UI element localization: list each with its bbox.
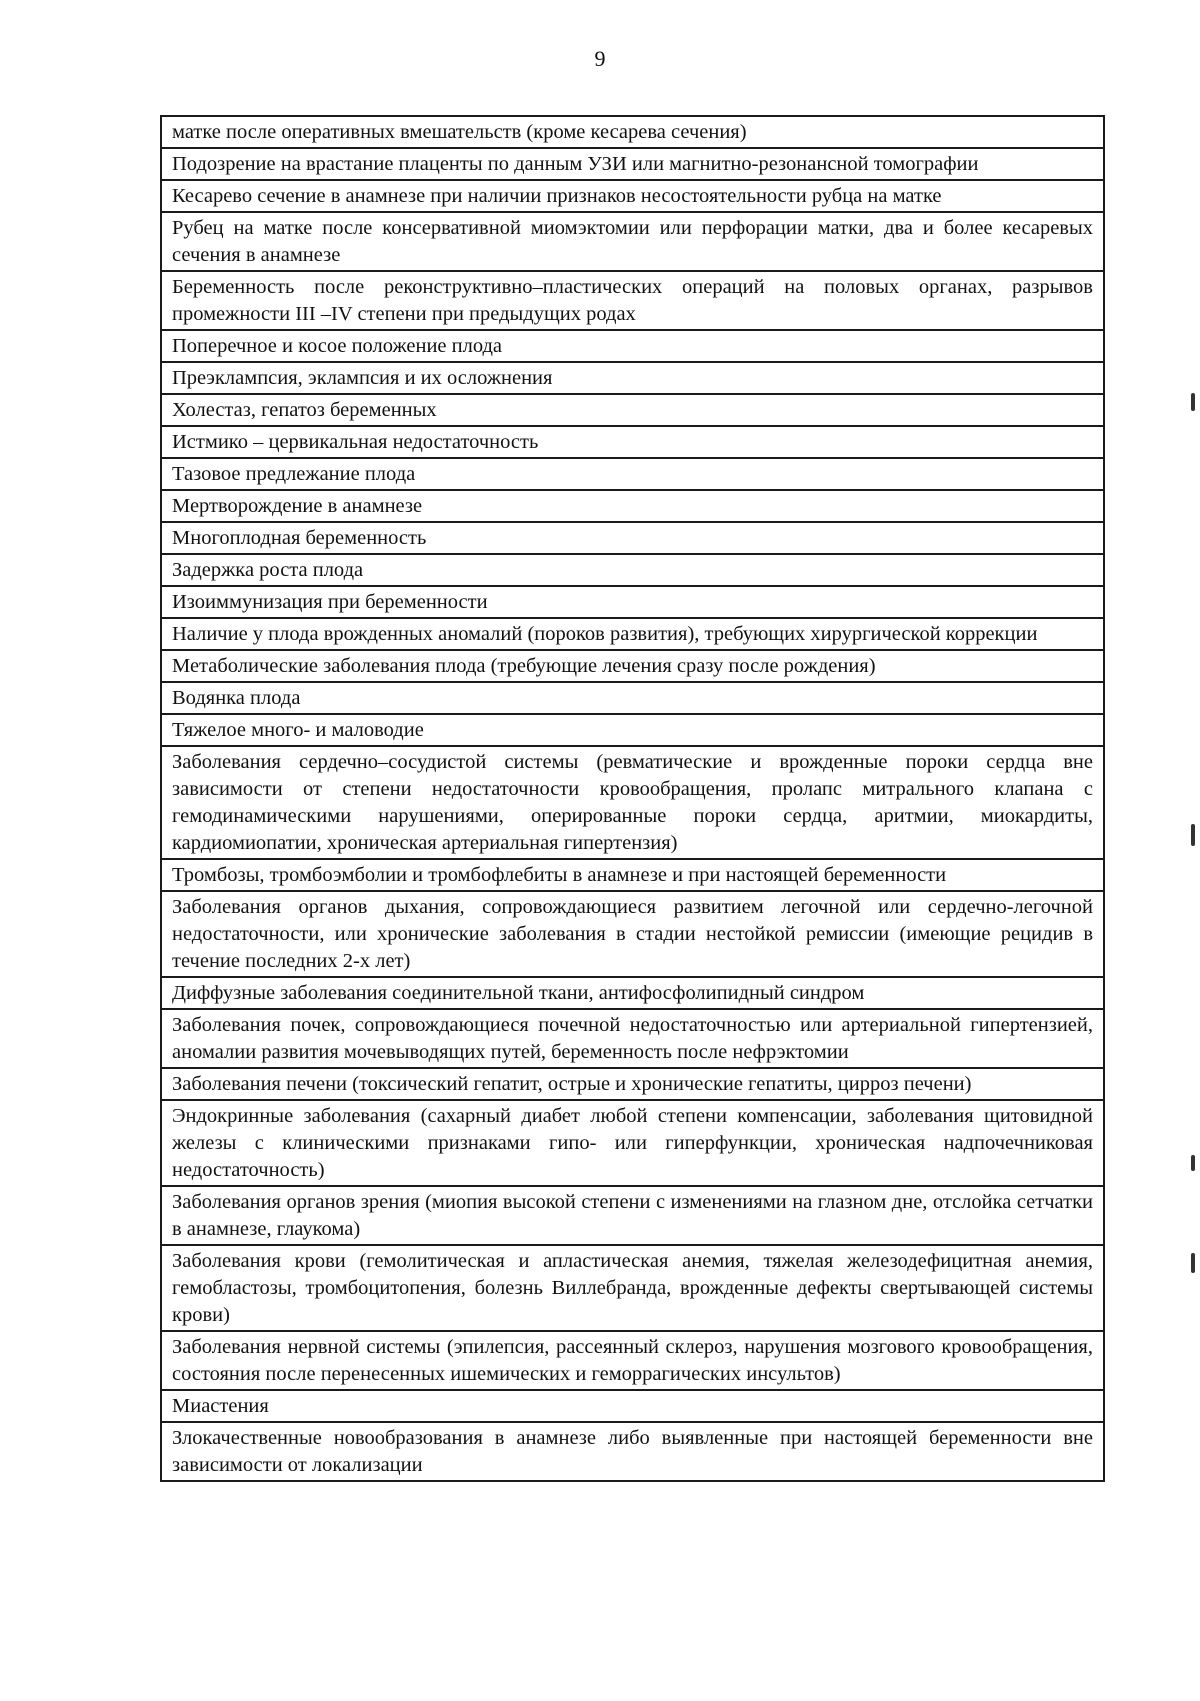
table-row: [161, 682, 1104, 714]
table-row: [161, 1245, 1104, 1331]
table-cell: Беременность после реконструктивно–пластических операций на половых органах, разрывов промежности III –IV степени при предыдущих родах: [161, 271, 1104, 330]
table-row: [161, 522, 1104, 554]
table-row: [161, 1422, 1104, 1481]
table-row: [161, 618, 1104, 650]
table-cell: Истмико – цервикальная недостаточность: [161, 426, 1104, 458]
table-row: [161, 212, 1104, 271]
table-cell: Многоплодная беременность: [161, 522, 1104, 554]
table-cell: Заболевания почек, сопровождающиеся почечной недостаточностью или артериальной гипертензией, аномалии развития мочевыводящих путей, беременность после нефрэктомии: [161, 1009, 1104, 1068]
table-row: [161, 1331, 1104, 1390]
table-row: [161, 586, 1104, 618]
table-row: [161, 426, 1104, 458]
table-cell: Злокачественные новообразования в анамнезе либо выявленные при настоящей беременности вне зависимости от локализации: [161, 1422, 1104, 1481]
table-cell: Рубец на матке после консервативной миомэктомии или перфорации матки, два и более кесаревых сечения в анамнезе: [161, 212, 1104, 271]
table-cell: Заболевания печени (токсический гепатит, острые и хронические гепатиты, цирроз печени): [161, 1068, 1104, 1100]
table-cell: Холестаз, гепатоз беременных: [161, 394, 1104, 426]
table-cell: Наличие у плода врожденных аномалий (пороков развития), требующих хирургической коррекции: [161, 618, 1104, 650]
table-cell: Заболевания органов дыхания, сопровождающиеся развитием легочной или сердечно-легочной недостаточности, или хронические заболевания в стадии нестойкой ремиссии (имеющие рецидив в течение последних 2-х лет): [161, 891, 1104, 977]
table-row: [161, 746, 1104, 859]
table-row: [161, 330, 1104, 362]
table-cell: Водянка плода: [161, 682, 1104, 714]
table-row: [161, 394, 1104, 426]
table-row: [161, 490, 1104, 522]
page-number: 9: [594, 46, 606, 71]
table-cell: Тазовое предлежание плода: [161, 458, 1104, 490]
table-cell: Эндокринные заболевания (сахарный диабет любой степени компенсации, заболевания щитовидной железы с клиническими признаками гипо- или гиперфункции, хроническая надпочечниковая недостаточность): [161, 1100, 1104, 1186]
table-row: [161, 891, 1104, 977]
table-cell: Подозрение на врастание плаценты по данным УЗИ или магнитно-резонансной томографии: [161, 148, 1104, 180]
conditions-table-body: [161, 116, 1104, 1481]
scan-speck: [1191, 393, 1195, 411]
table-cell: Миастения: [161, 1390, 1104, 1422]
table-row: [161, 180, 1104, 212]
table-cell: Поперечное и косое положение плода: [161, 330, 1104, 362]
table-row: [161, 554, 1104, 586]
table-cell: Тяжелое много- и маловодие: [161, 714, 1104, 746]
table-cell: Преэклампсия, эклампсия и их осложнения: [161, 362, 1104, 394]
table-cell: Заболевания сердечно–сосудистой системы (ревматические и врожденные пороки сердца вне зависимости от степени недостаточности кровообращения, пролапс митрального клапана с гемодинамическими нарушениями, оперированные пороки сердца, аритмии, миокардиты, кардиомиопатии, хроническая артериальная гипертензия): [161, 746, 1104, 859]
table-row: [161, 859, 1104, 891]
table-cell: Задержка роста плода: [161, 554, 1104, 586]
table-row: [161, 714, 1104, 746]
table-cell: Мертворождение в анамнезе: [161, 490, 1104, 522]
table-cell: Изоиммунизация при беременности: [161, 586, 1104, 618]
table-row: [161, 362, 1104, 394]
table-row: [161, 458, 1104, 490]
table-row: [161, 1100, 1104, 1186]
scan-speck: [1191, 1253, 1195, 1273]
table-cell: Кесарево сечение в анамнезе при наличии признаков несостоятельности рубца на матке: [161, 180, 1104, 212]
conditions-table: [160, 115, 1105, 1482]
table-row: [161, 271, 1104, 330]
table-row: [161, 977, 1104, 1009]
table-cell: матке после оперативных вмешательств (кроме кесарева сечения): [161, 116, 1104, 148]
table-row: [161, 1186, 1104, 1245]
table-row: [161, 1068, 1104, 1100]
table-row: [161, 1390, 1104, 1422]
table-row: [161, 116, 1104, 148]
table-cell: Метаболические заболевания плода (требующие лечения сразу после рождения): [161, 650, 1104, 682]
table-cell: Тромбозы, тромбоэмболии и тромбофлебиты в анамнезе и при настоящей беременности: [161, 859, 1104, 891]
table-cell: Заболевания нервной системы (эпилепсия, рассеянный склероз, нарушения мозгового кровообращения, состояния после перенесенных ишемических и геморрагических инсультов): [161, 1331, 1104, 1390]
table-row: [161, 1009, 1104, 1068]
table-cell: Диффузные заболевания соединительной ткани, антифосфолипидный синдром: [161, 977, 1104, 1009]
table-row: [161, 650, 1104, 682]
scan-speck: [1191, 824, 1195, 846]
table-cell: Заболевания органов зрения (миопия высокой степени с изменениями на глазном дне, отслойка сетчатки в анамнезе, глаукома): [161, 1186, 1104, 1245]
scan-speck: [1191, 1155, 1195, 1171]
table-row: [161, 148, 1104, 180]
table-cell: Заболевания крови (гемолитическая и апластическая анемия, тяжелая железодефицитная анемия, гемобластозы, тромбоцитопения, болезнь Виллебранда, врожденные дефекты свертывающей системы крови): [161, 1245, 1104, 1331]
